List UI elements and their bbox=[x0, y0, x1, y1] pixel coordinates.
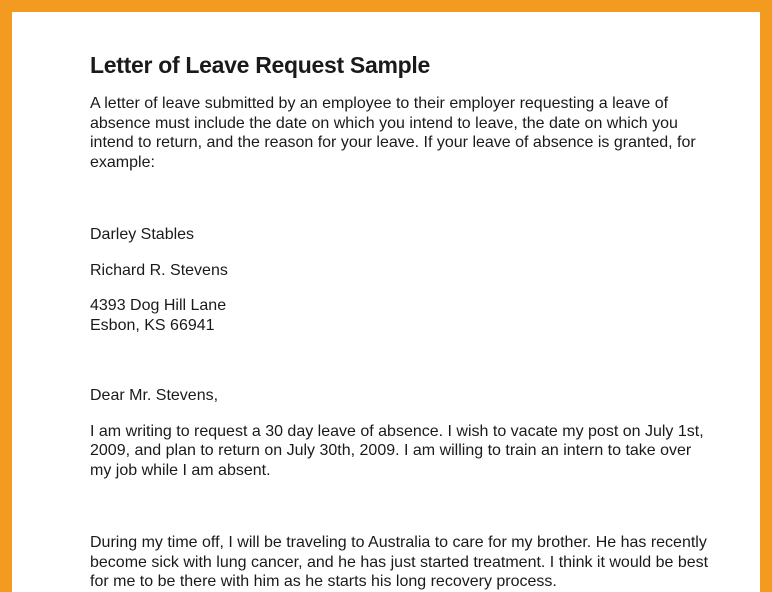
letter-content bbox=[90, 52, 710, 592]
salutation: Dear Mr. Stevens, bbox=[90, 387, 219, 404]
recipient-name: Richard R. Stevens bbox=[90, 261, 228, 279]
address-line-1: 4393 Dog Hill Lane bbox=[90, 297, 227, 314]
body-paragraph-2: During my time off, I will be traveling to Australia to care for my brother. He has recently become sick with lung cancer, and he has just started treatment. I think it would be best for me to be there with him as he starts his long recovery process. bbox=[90, 534, 709, 590]
address-line-2: Esbon, KS 66941 bbox=[90, 316, 215, 334]
recipient-address bbox=[90, 296, 710, 335]
document-title: Letter of Leave Request Sample bbox=[90, 52, 430, 78]
sender-name: Darley Stables bbox=[90, 226, 195, 243]
document-page bbox=[12, 12, 760, 592]
body-paragraph-1: I am writing to request a 30 day leave of absence. I wish to vacate my post on July 1st, 2009, and plan to return on July 30th, 2009. I am willing to train an intern to take over my job while I am absent. bbox=[90, 422, 704, 479]
intro-paragraph: A letter of leave submitted by an employee to their employer requesting a leave of absence must include the date on which you intend to leave, the date on which you intend to return, and the reason for your leave. If your leave of absence is granted, for example: bbox=[90, 95, 696, 171]
